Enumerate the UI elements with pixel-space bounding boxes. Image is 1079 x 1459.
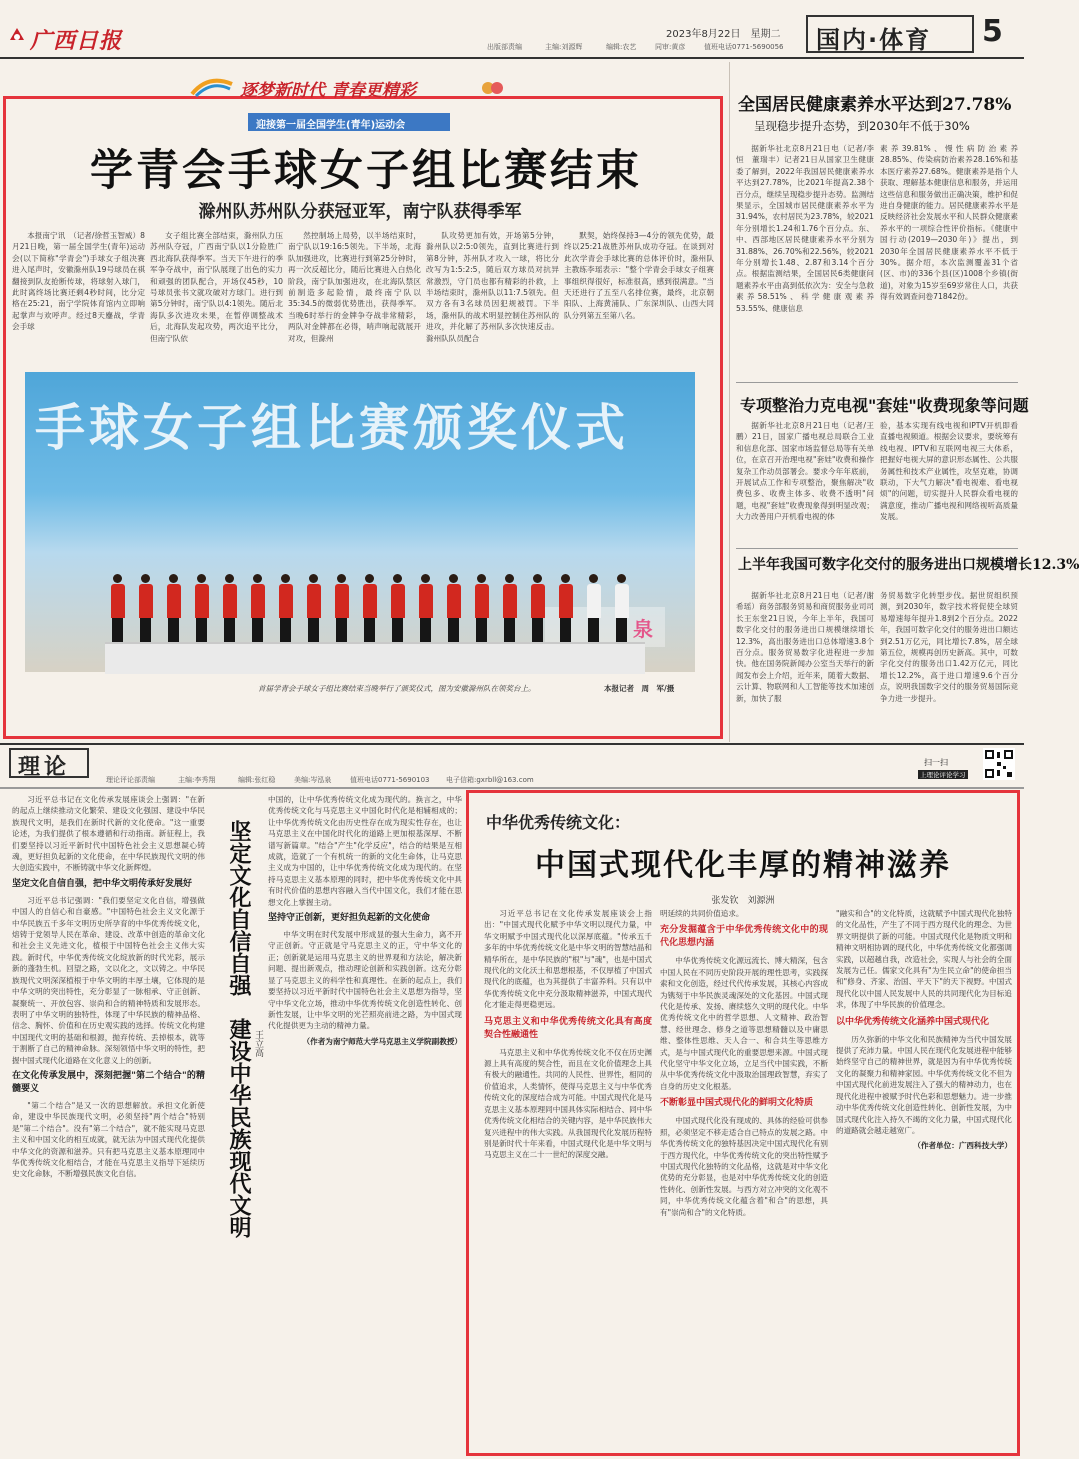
qr-label: 扫一扫 [924,758,948,767]
featured-col-2 [660,908,828,1446]
sports-banner [190,68,520,108]
article2-col-1: 据新华社北京8月21日电（记者/王鹏）21日，国家广播电视总局联合工业和信息化部、国家市场监督总局等有关单位，在京召开治理电视"套娃"收费和操作复杂工作动员部署会。要求今年年底前，开展试点工作和专项整治，聚焦解决"收费包多、收费主体多、收费不透明"问题，电视"套娃"收费现象得到明显改观；大力改善用户开机看电视的体 [736,421,874,522]
theory-left-para-2: "第二个结合"是又一次的思想解放。承担文化新使命，建设中华民族现代文明，必须坚持"两个结合"特别是"第二个结合"。没有"第二个结合"，就不能实现马克思主义和中国文化的相互成就，就无法为中国式现代化提供中华文化的资源和滋养。只有把马克思主义基本原理同中华优秀传统文化相结合，才能在马克思主义指导下延续历史文化命脉，不断增强民族文化自信。 [12,1100,205,1179]
sports-kicker: 迎接第一届全国学生(青年)运动会 [256,120,406,131]
featured-col2-para-1: 中华优秀传统文化源远流长、博大精深，包含中国人民在不同历史阶段开展的理性思考，实践探索和文化创造，经过代代传承发展，其核心内容成为镌刻于中华民族灵魂深处的文化基因。中国式现代化是传承、发扬、赓续悠久文明的现代化。中华优秀传统文化中的哲学思想、人文精神、政治智慧、经世理念、修身之道等思想精髓以及中庸思维、整体性思维、天人合一、和合共生等思维方式，是与中国式现代化的重要思想来源。中国式现代化坚守中华文化立场，立足当代中国实践，不断从中华优秀传统文化中汲取治国理政智慧，弃实了自身的历史文化根基。 [660,956,828,1091]
article1-col-1: 据新华社北京8月21日电（记者/李恒 董瑞丰）记者21日从国家卫生健康委了解到，2022年我国居民健康素养水平达到27.78%，比2021年提高2.38个百分点，继续呈现稳步提升态势。监测结果显示，全国城市居民健康素养水平为31.94%，农村居民为23.78%，较2021年分别增长1.24和1.76个百分点。东、中、西部地区居民健康素养水平分别为31.88%、26.70%和22.56%，较2021年分别增长1.48、2.87和3.14个百分点。根据监测结果，全国居民6类健康问题素养水平由高到低依次为：安全与急救素养58.51%、科学健康观素养53.55%、健康信息 [736,144,874,313]
featured-col-3 [836,908,1012,1446]
theory-left-para-1: 习近平总书记强调："我们要坚定文化自信，增强做中国人的自信心和自豪感。"中国特色社会主义文化源于中华民族五千多年文明历史所孕育的中华优秀传统文化，熔铸于党领导人民在革命、建设、改革中创造的革命文化和社会主义先进文化，植根于中国特色社会主义伟大实践。新时代，中华优秀传统文化绽放新的时代光彩，展示新的蓬勃生机。回望之路，文以化之，文以铸之。中华民族现代文明深深植根于中华文明的丰厚土壤，它体现的是中华文明的突出特性，充分彰显了一脉相承、守正创新、凝聚统一、开放包容、崇尚和合的精神特质和发展形态。表明了中华文明的独特性，体现了中华民族的精神品格、信念、胸怀、价值和在历史观实践的选择。传统文化构建中国现代文明的基础和根源，抛弃传统、丢掉根本，就等于割断了自己的精神命脉。深刻领悟中华文明的特性，把握中国式现代化道路在文化意义上的创新。 [12,895,205,1065]
featured-col2-para-2: 中国式现代化没有现成的、具体的经验可供参照，必须坚定不移走适合自己特点的发展之路。中华优秀传统文化的独特基因决定中国式现代化有别于西方现代化，中华优秀传统文化的突出特性赋予中国式现代化独特的文化品格，这就是对中华文化优势的充分彰显，也是对中华优秀传统文化的创造性转化、创新性发展。与西方对立冲突的文化观不同，中华优秀传统文化蕴含着"和合"的思想，具有"崇尚和合"的文化特质。 [660,1116,828,1217]
award-ceremony-photo [25,372,695,672]
theory-left-subhead-2: 在文化传承发展中，深刻把握"第二个结合"的精髓要义 [12,1070,205,1094]
mascot-icon [480,76,504,100]
article1-subtitle: 呈现稳步提升态势，到2030年不低于30% [754,119,970,133]
right-divider-2 [736,548,1018,549]
featured-subhead-4: 以中华优秀传统文化涵养中国式现代化 [836,1016,990,1027]
sports-col-2: 女子组比赛全部结束，滁州队力压苏州队夺冠，广西南宁队以1分险胜广西北海队获得季军。当天下午进行的季军争夺战中，南宁队展现了出色的实力和顽强的团队配合，开场仅45秒，10号球员张书文就攻破对方球门。进行到第5分钟时，南宁队以4:1领先。随后北海队多次进攻未果，在暂停调整战术后，北海队发起攻势，两次追平比分，但南宁队依 [150,231,283,343]
theory-section-box [9,748,89,778]
article1-title: 全国居民健康素养水平达到27.78% [738,95,1012,115]
masthead-proof: 同审:黄彦 [655,43,686,51]
theory-left-para-3: 中国的，让中华优秀传统文化成为现代的。换言之，中华优秀传统文化与马克思主义中国化时代化是相辅相成的；让中华优秀传统文化由历史性存在成为现实性存在，也让马克思主义在中国化时代化的道路上更加根基深厚、不断谱写新篇章。"结合"产生"化学反应"，结合的结果是互相成就，造就了一个有机统一的新的文化生命体，让马克思主义成为中国的，让中华优秀传统文化成为现代的。在坚持马克思主义基本原理的同时，把中华优秀传统文化中具有时代价值的思想内容融入当代中国文化，我们才能在思想文化上掌握主动。 [268,795,462,907]
theory-designer: 编辑:张红稳 [238,776,276,784]
featured-kicker: 中华优秀传统文化： [486,813,631,832]
article3-col-2: 务贸易数字化转型步伐。据世贸组织预测，到2030年，数字技术将促使全球贸易增速每年提升1.8到2个百分点。2022年，我国可数字化交付的服务进出口额达到2.51万亿元，同比增长7.8%，居全球第五位，规模再创历史新高。其中，可数字化交付的服务出口1.42万亿元，同比增长12.2%，高于进口增速9.6个百分点，说明我国数字交付的服务贸易国际竞争力进一步提升。 [880,591,1018,703]
section-title-box [806,15,974,53]
masthead-hotline: 值班电话0771-5690056 [704,43,784,51]
banner-slogan: 逐梦新时代 青春更精彩 [240,81,416,101]
photo-caption: 首届学青会手球女子组比赛结束当晚举行了颁奖仪式，图为安徽滁州队在领奖台上。 [258,684,536,693]
theory-editor: 主编:李秀翔 [178,776,216,784]
qr-sublabel: 上理论评论学习 [920,771,966,779]
banner-swoosh-icon [190,76,234,98]
masthead-designer: 编辑:农艺 [606,43,637,51]
featured-authors: 张发钦 刘源洲 [711,896,775,906]
masthead-rule [0,57,1024,59]
article2-title: 专项整治力克电视"套娃"收费现象等问题 [740,396,1029,415]
photo-overlay-title: 手球女子组比赛颁奖仪式 [35,398,629,457]
newspaper-logo-icon [8,26,26,44]
featured-col1-para-1: 习近平总书记在文化传承发展座谈会上指出："中国式现代化赋予中华文明以现代力量，中华文明赋予中国式现代化以深厚底蕴。"传承五千多年的中华优秀传统文化是中华文明的智慧结晶和精华所在，是中华民族的"根"与"魂"，也是中国式现代化的文化沃土和思想根基，不仅厚植了中国式现代化的底蕴，也为其提供了丰富养料。只有以中华优秀传统文化中充分汲取精神滋养，中国式现代化才能走得更稳更远。 [484,909,652,1010]
sports-col-5: 默契，始终保持3—4分的领先优势，最终以25:21战胜苏州队成功夺冠。在谈到对此次学青会手球比赛的总体评价时，滁州队主教练李瑶表示："整个学青会手球女子组赛事组织得很好，标准很高，感到很满意。"当天还进行了五至八名排位赛，最终，北京朝阳队、上海黄浦队、广东深圳队、山西大同队分列第五至第八名。 [564,231,714,320]
theory-left-subhead-3: 坚持守正创新，更好担负起新的文化使命 [268,913,431,924]
venue-sign-text: 泉 [633,617,653,641]
featured-col3-para-1: "融实和合"的文化特质，这就赋予中国式现代化独特的文化品性，产生了不同于西方现代化的理念、为世界文明提供了新的可能。中国式现代化是物质文明和精神文明相协调的现代化，中华优秀传统文化都强调实践，以超越自我，改造社会，实现人与社会的全面发展为己任。儒家文化具有"为生民立命"的使命担当和"修身、齐家、治国、平天下"的天下视野。中国式现代化以中国人民发展中人民的共同现代化为目标追求，体现了中华民族的价值理念。 [836,909,1012,1010]
theory-left-title: 坚定文化自信自强 建设中华民族现代文明 [226,820,252,1238]
sports-col-1: 本报南宁讯 （记者/徐哲玉智威）8月21日晚，第一届全国学生(青年)运动会(以下简称"学青会")手球女子组决赛进入尾声时，安徽滁州队19号球员在祺翻接到队友抢断传球，将球射入球门，此时离终场比赛还剩4秒时间，比分定格在25:21，南宁学院体育馆内立即响起掌声与欢呼声。经过8天鏖战，学青会手球 [12,231,145,332]
page-number: 5 [982,14,1003,49]
right-column-divider [729,62,730,742]
sports-kicker-box [248,113,450,131]
theory-header-rule [0,787,1024,789]
theory-dept: 理论评论部责编 [106,776,155,784]
theory-left-col-2 [268,794,462,1449]
sports-subhead: 滁州队苏州队分获冠亚军，南宁队获得季军 [198,202,522,222]
theory-left-para-4: 中华文明在时代发展中形成显的强大生命力，离不开守正创新。守正就是守马克思主义的正，守中华文化的正；创新就是运用马克思主义的世界观和方法论，解决新问题、提出新观点，推动理论创新和实践创新。这充分彰显了马克思主义的科学性和真理性。在新的起点上，我们要坚持以习近平新时代中国特色社会主义思想为指导，坚守中华文化立场，推动中华优秀传统文化创造性转化、创新性发展，让中华文明的光芒照亮前进之路，为中国式现代化提供更为主动的精神力量。 [268,930,462,1031]
sports-col-4: 队攻势更加有效，开场第5分钟，滁州队以2:5:0领先，直到比赛进行到第8分钟，苏州队才攻入一球，将比分改写为1:5:2:5，随后双方球员对抗异常激烈，守门员也都有精彩的扑救，上半场结束时，滁州队以11:7.5领先。但双方各有3名球员因犯规被罚。下半场，滁州队的战术明显控制住苏州队的进攻，并化解了苏州队多次快速反击。滁州队队员配合 [426,231,559,343]
theory-left-subhead-1: 坚定文化自信自强，把中华文明传承好发展好 [12,878,193,889]
theory-left-author: 王立高 [253,1030,263,1057]
photo-credit: 本报记者 周 军/摄 [604,684,675,693]
featured-col1-para-2: 马克思主义和中华优秀传统文化不仅在历史渊源上具有高度的契合性，而且在文化价值理念上具有极大的融通性。共同的人民性、世界性，相同的价值追求，人类情怀，使得马克思主义与中华优秀传统文化的深度结合成为可能。中国式现代化是马克思主义基本原理同中国具体实际相结合、同中华优秀传统文化相结合的关键内容，是中华民族伟大复兴进程中的伟大实践。从我国现代化发展历程特别是新时代十年来看，中国式现代化是中华文明与马克思主义在二十一世纪的深度交融。 [484,1047,652,1160]
article3-col-1: 据新华社北京8月21日电（记者/谢希瑶）商务部服务贸易和商贸服务业司司长王东堂21日说，今年上半年，我国可数字化交付的服务进出口规模继续增长12.3%，高出服务进出口总体增速3.8个百分点。服务贸易数字化进程进一步加快。他在国务院新闻办公室当天举行的新闻发布会上介绍，近年来，随着大数据、云计算、物联网和人工智能等技术加速创新，加快了服 [736,591,874,703]
featured-subhead-1: 马克思主义和中华优秀传统文化具有高度契合性融通性 [484,1016,652,1040]
theory-section-title: 理论 [18,754,71,780]
theory-top-rule [0,743,1024,745]
sports-headline: 学青会手球女子组比赛结束 [90,146,642,196]
masthead [0,0,1024,60]
theory-left-col-1 [12,794,205,1449]
article2-col-2: 验，基本实现有线电视和IPTV开机即看直播电视频道。根据会议要求，要统筹有线电视、IPTV和互联网电视三大体系，把握好电视大屏的意识形态属性、公共服务属性和技术产业属性，攻坚克难，协调联动，下大气力解决"看电视难、看电视烦"的问题，切实提升人民群众看电视的满意度，推动广播电视和网络视听高质量发展。 [880,421,1018,522]
featured-author-note: （作者单位：广西科技大学） [913,1141,1012,1151]
masthead-date: 2023年8月22日 星期二 [666,29,781,40]
article1-col-2: 素养39.81%、慢性病防治素养28.85%、传染病防治素养28.16%和基本医疗素养27.68%。健康素养是指个人获取、理解基本健康信息和服务，并运用这些信息和服务做出正确决策，维护和促进自身健康的能力。居民健康素养水平是反映经济社会发展水平和人民群众健康素养水平的一项综合性评价指标。《健康中国行动(2019—2030年)》提出，到2030年全国居民健康素养水平不低于30%。据介绍，本次监测覆盖31个省(区、市)的336个县(区)1008个乡镇(街道)，对象为15岁至69岁常住人口，共获得有效调查问卷71842份。 [880,144,1018,302]
theory-left-intro: 习近平总书记在文化传承发展座谈会上强调："在新的起点上继续推动文化繁荣、建设文化强国、建设中华民族现代文明，是我们在新时代新的文化使命。"这一重要论述，为我们提供了根本遵循和行动指南。新征程上，我们要坚持以习近平新时代中国特色社会主义思想凝心铸魂，更好担负起新的文化使命，在中华民族现代文明的伟大创造实践中，不断铸就中华文化新辉煌。 [12,795,205,873]
featured-col-1 [484,908,652,1446]
theory-left-author-note: （作者为南宁师范大学马克思主义学院副教授） [302,1036,462,1046]
section-title: 国内·体育 [816,26,932,54]
featured-subhead-3: 不断彰显中国式现代化的鲜明文化特质 [660,1098,814,1109]
newspaper-logo-text: 广西日报 [30,28,123,54]
team-group [110,530,650,642]
sports-col-3: 然控制场上局势，以半场结束时，南宁队以19:16:5领先。下半场，北海队加强进攻，比赛进行到第25分钟时，再一次反超比分，随后比赛进入白热化阶段，南宁队加强进攻，在北海队禁区前制造多起险情，最终南宁队以35:34.5的微弱优势胜出，获得季军。当晚6时举行的金牌争夺战非常精彩，两队对金牌都在必得，哨声响起就展开对攻，但滁州 [288,231,421,343]
podium-step [105,642,645,674]
masthead-dept: 出版部责编 [487,43,522,51]
theory-hotline: 值班电话0771-5690103 [350,776,430,784]
masthead-editor: 主编:刘源辉 [545,43,583,51]
article3-title: 上半年我国可数字化交付的服务进出口规模增长12.3% [738,557,1079,573]
featured-col2-para-0: 明延续的共同价值追求。 [660,909,744,918]
theory-artist: 美编:岑泓泉 [294,776,332,784]
featured-subhead-2: 充分发掘蕴含于中华优秀传统文化中的现代化思想内涵 [660,925,828,949]
featured-title: 中国式现代化丰厚的精神滋养 [535,848,951,883]
qr-code-icon[interactable] [983,748,1015,780]
featured-col3-para-2: 历久弥新的中华文化和民族精神为当代中国发展提供了充沛力量。中国人民在现代化发展进程中能够始终坚守自己的精神世界，就是因为有中华优秀传统文化的凝聚力和精神家园。中华优秀传统文化不但为中国式现代化前进发展注入了强大的精神动力，也在现代化进程中被赋予时代色彩和思想魅力。进一步推动中华优秀传统文化创造性转化、创新性发展，为中国式现代化注入持久不竭的文化力量，中国式现代化的道路就会越走越宽广。 [836,1034,1012,1135]
theory-email: 电子信箱:gxrbll@163.com [446,776,534,784]
right-divider-1 [736,382,1018,383]
